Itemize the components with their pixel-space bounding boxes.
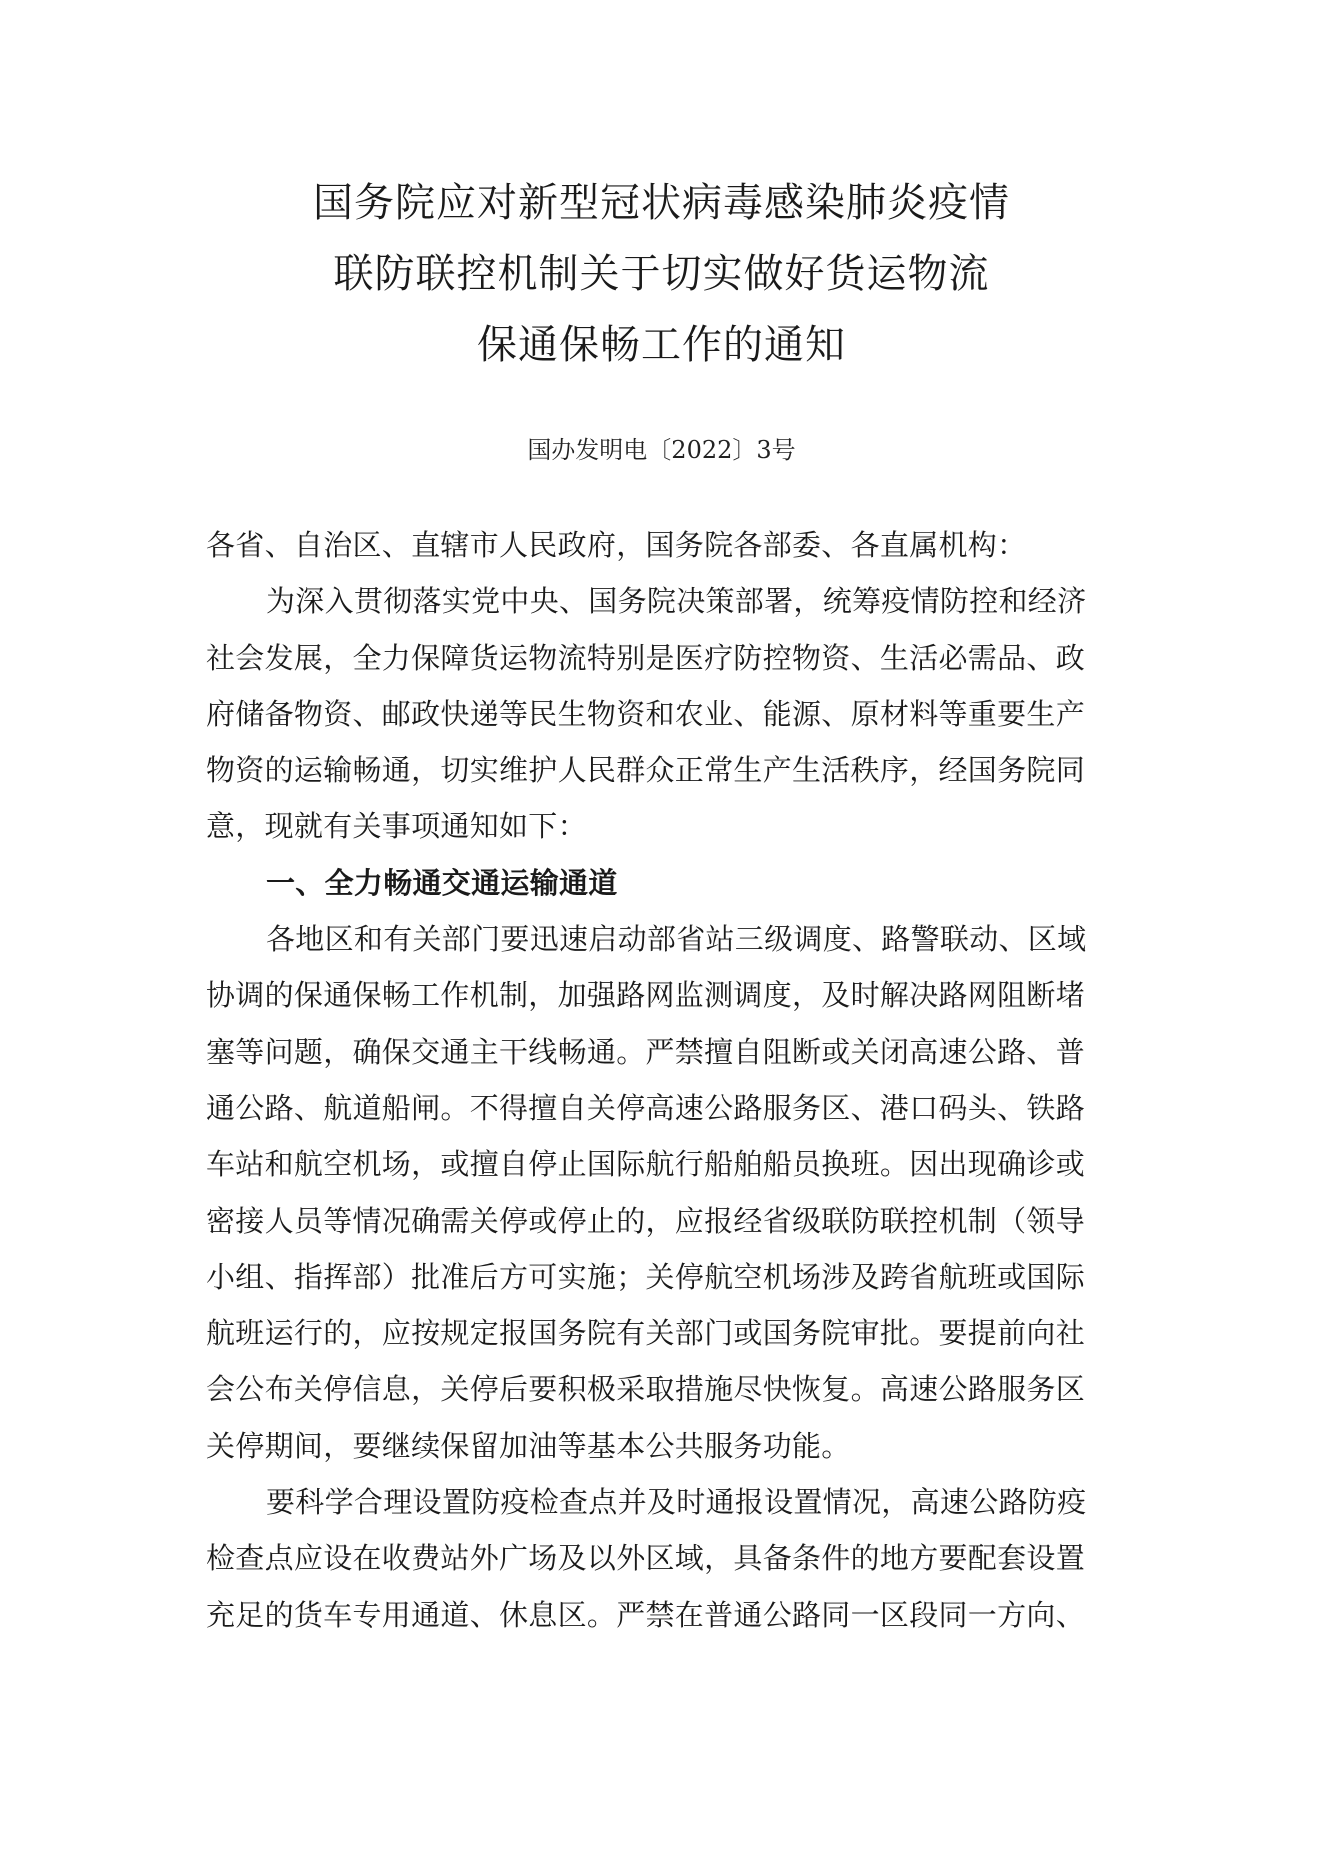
document-body xyxy=(206,517,1124,1643)
document-title xyxy=(0,168,1323,381)
paragraph-line: 各地区和有关部门要迅速启动部省站三级调度、路警联动、区域 xyxy=(266,922,1087,957)
paragraph-line: 协调的保通保畅工作机制，加强路网监测调度，及时解决路网阻断堵 xyxy=(206,978,1086,1013)
section-heading: 一、全力畅通交通运输通道 xyxy=(266,865,618,900)
paragraph-line: 检查点应设在收费站外广场及以外区域，具备条件的地方要配套设置 xyxy=(206,1541,1086,1576)
section1-paragraph-2 xyxy=(206,1474,1124,1643)
salutation: 各省、自治区、直辖市人民政府，国务院各部委、各直属机构： xyxy=(206,528,1027,562)
paragraph-line: 密接人员等情况确需关停或停止的，应报经省级联防联控机制（领导 xyxy=(206,1203,1086,1238)
document-number: 国办发明电〔2022〕3号 xyxy=(527,436,796,464)
paragraph-line: 充足的货车专用通道、休息区。严禁在普通公路同一区段同一方向、 xyxy=(206,1597,1086,1632)
title-line: 联防联控机制关于切实做好货运物流 xyxy=(333,251,990,297)
paragraph-line: 府储备物资、邮政快递等民生物资和农业、能源、原材料等重要生产 xyxy=(206,696,1086,731)
paragraph-line: 关停期间，要继续保留加油等基本公共服务功能。 xyxy=(206,1428,851,1463)
paragraph-line: 社会发展，全力保障货运物流特别是医疗防控物资、生活必需品、政 xyxy=(206,640,1086,675)
paragraph-line: 通公路、航道船闸。不得擅自关停高速公路服务区、港口码头、铁路 xyxy=(206,1090,1086,1125)
paragraph-line: 为深入贯彻落实党中央、国务院决策部署，统筹疫情防控和经济 xyxy=(266,584,1087,619)
paragraph-line: 航班运行的，应按规定报国务院有关部门或国务院审批。要提前向社 xyxy=(206,1316,1086,1351)
paragraph-line: 意，现就有关事项通知如下： xyxy=(206,809,587,844)
title-line: 保通保畅工作的通知 xyxy=(477,322,846,368)
section1-paragraph-1 xyxy=(206,911,1124,1474)
paragraph-line: 要科学合理设置防疫检查点并及时通报设置情况，高速公路防疫 xyxy=(266,1485,1087,1520)
paragraph-line: 车站和航空机场，或擅自停止国际航行船舶船员换班。因出现确诊或 xyxy=(206,1147,1086,1182)
paragraph-line: 小组、指挥部）批准后方可实施；关停航空机场涉及跨省航班或国际 xyxy=(206,1259,1086,1294)
paragraph-line: 物资的运输畅通，切实维护人民群众正常生产生活秩序，经国务院同 xyxy=(206,753,1086,788)
paragraph-line: 会公布关停信息，关停后要积极采取措施尽快恢复。高速公路服务区 xyxy=(206,1372,1086,1407)
paragraph-line: 塞等问题，确保交通主干线畅通。严禁擅自阻断或关闭高速公路、普 xyxy=(206,1034,1086,1069)
intro-paragraph xyxy=(206,573,1124,854)
title-line: 国务院应对新型冠状病毒感染肺炎疫情 xyxy=(313,180,1010,226)
